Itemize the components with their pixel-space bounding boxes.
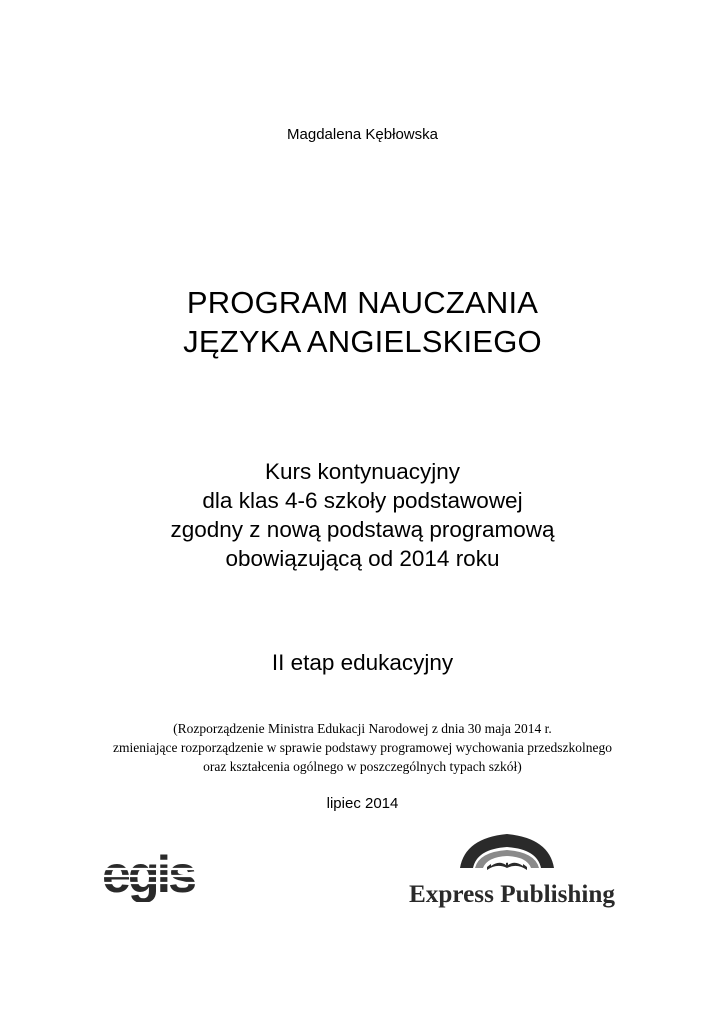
subtitle-line-3: zgodny z nową podstawą programową [170,517,555,542]
education-stage: II etap edukacyjny [271,650,454,675]
egis-logo [100,842,215,902]
regulation-line-1: (Rozporządzenie Ministra Edukacji Narodowej z dnia 30 maja 2014 r. [173,721,552,736]
egis-logo-graphic [100,842,215,902]
regulation-line-2: zmieniające rozporządzenie w sprawie podstawy programowej wychowania przedszkolnego [113,740,612,755]
publication-date: lipiec 2014 [326,795,399,812]
author-name: Magdalena Kębłowska [287,126,438,143]
regulation-line-3: oraz kształcenia ogólnego w poszczególnych typach szkół) [203,759,522,774]
title-line-2: JĘZYKA ANGIELSKIEGO [183,324,542,359]
open-book-icon [460,834,554,870]
regulation-note [0,719,725,776]
document-title [0,283,725,361]
express-publishing-logo-text: Express Publishing [409,881,616,908]
subtitle-line-4: obowiązującą od 2014 roku [225,546,500,571]
express-publishing-logo [405,822,620,917]
subtitle-line-1: Kurs kontynuacyjny [264,459,461,484]
course-description [0,457,725,573]
subtitle-line-2: dla klas 4-6 szkoły podstawowej [202,488,523,513]
express-publishing-logo-graphic [405,822,620,917]
egis-logo-text: egis [102,846,195,902]
title-line-1: PROGRAM NAUCZANIA [186,285,539,320]
